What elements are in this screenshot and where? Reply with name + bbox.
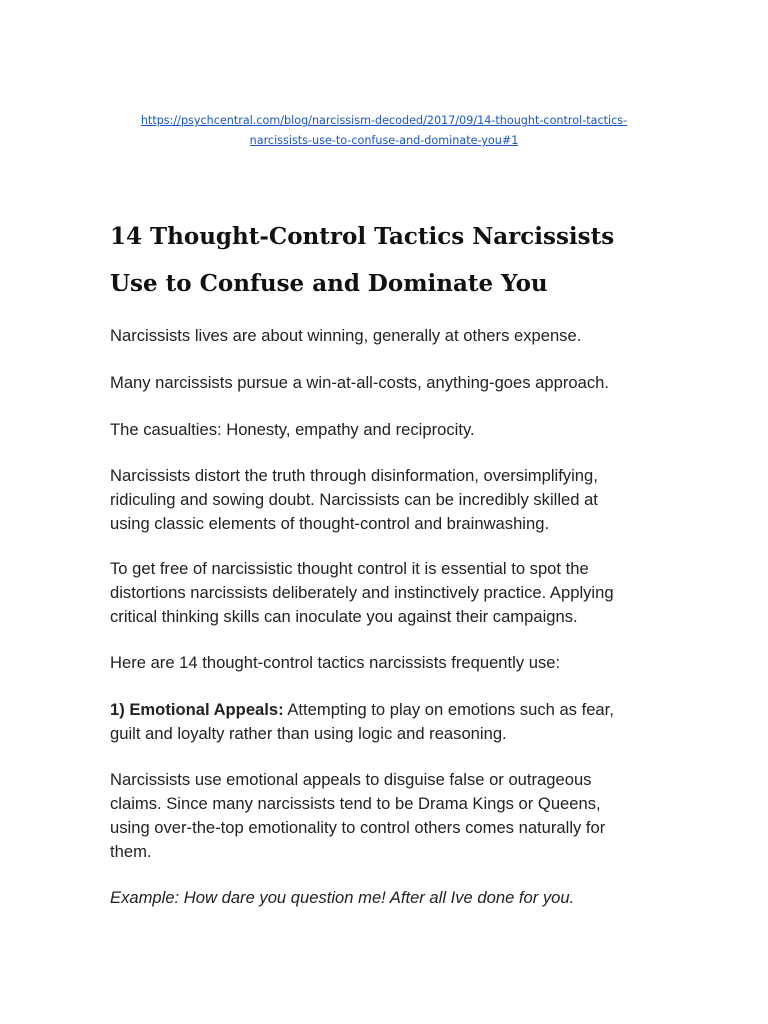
source-link-line-1[interactable]: https://psychcentral.com/blog/narcissism-decoded/2017/09/14-thought-control-tactics- xyxy=(140,114,628,127)
paragraph-7-line-2: guilt and loyalty rather than using logic and reasoning. xyxy=(110,724,507,743)
article-title-line-2: Use to Confuse and Dominate You xyxy=(110,270,548,297)
article-title xyxy=(110,213,670,307)
tactic-1-heading: 1) Emotional Appeals: xyxy=(110,700,284,719)
paragraph-8 xyxy=(110,768,670,864)
paragraph-1 xyxy=(110,324,670,348)
paragraph-1-text: Narcissists lives are about winning, generally at others expense. xyxy=(110,326,582,345)
article-title-line-1: 14 Thought-Control Tactics Narcissists xyxy=(110,223,615,250)
paragraph-8-line-1: Narcissists use emotional appeals to disguise false or outrageous xyxy=(110,770,592,789)
paragraph-4-line-3: using classic elements of thought-control and brainwashing. xyxy=(110,514,550,533)
paragraph-9-text: Example: How dare you question me! After all Ive done for you. xyxy=(110,888,575,907)
paragraph-7 xyxy=(110,698,670,746)
paragraph-7-line-1-rest: Attempting to play on emotions such as fear, xyxy=(283,700,614,719)
paragraph-6 xyxy=(110,651,670,675)
source-link-line-2[interactable]: narcissists-use-to-confuse-and-dominate-you#1 xyxy=(249,134,519,147)
paragraph-4-line-1: Narcissists distort the truth through disinformation, oversimplifying, xyxy=(110,466,598,485)
paragraph-4-line-2: ridiculing and sowing doubt. Narcissists can be incredibly skilled at xyxy=(110,490,598,509)
paragraph-5-line-1: To get free of narcissistic thought control it is essential to spot the xyxy=(110,559,589,578)
paragraph-8-line-3: using over-the-top emotionality to control others comes naturally for xyxy=(110,818,606,837)
paragraph-5-line-3: critical thinking skills can inoculate you against their campaigns. xyxy=(110,607,578,626)
paragraph-4 xyxy=(110,464,670,536)
paragraph-2-text: Many narcissists pursue a win-at-all-costs, anything-goes approach. xyxy=(110,373,609,392)
paragraph-9-example xyxy=(110,886,670,910)
paragraph-5 xyxy=(110,557,670,629)
paragraph-2 xyxy=(110,371,670,395)
paragraph-3-text: The casualties: Honesty, empathy and reciprocity. xyxy=(110,420,475,439)
paragraph-3 xyxy=(110,418,670,442)
source-link[interactable] xyxy=(110,111,658,151)
paragraph-6-text: Here are 14 thought-control tactics narcissists frequently use: xyxy=(110,653,561,672)
paragraph-8-line-2: claims. Since many narcissists tend to be Drama Kings or Queens, xyxy=(110,794,601,813)
paragraph-5-line-2: distortions narcissists deliberately and instinctively practice. Applying xyxy=(110,583,614,602)
paragraph-8-line-4: them. xyxy=(110,842,152,861)
